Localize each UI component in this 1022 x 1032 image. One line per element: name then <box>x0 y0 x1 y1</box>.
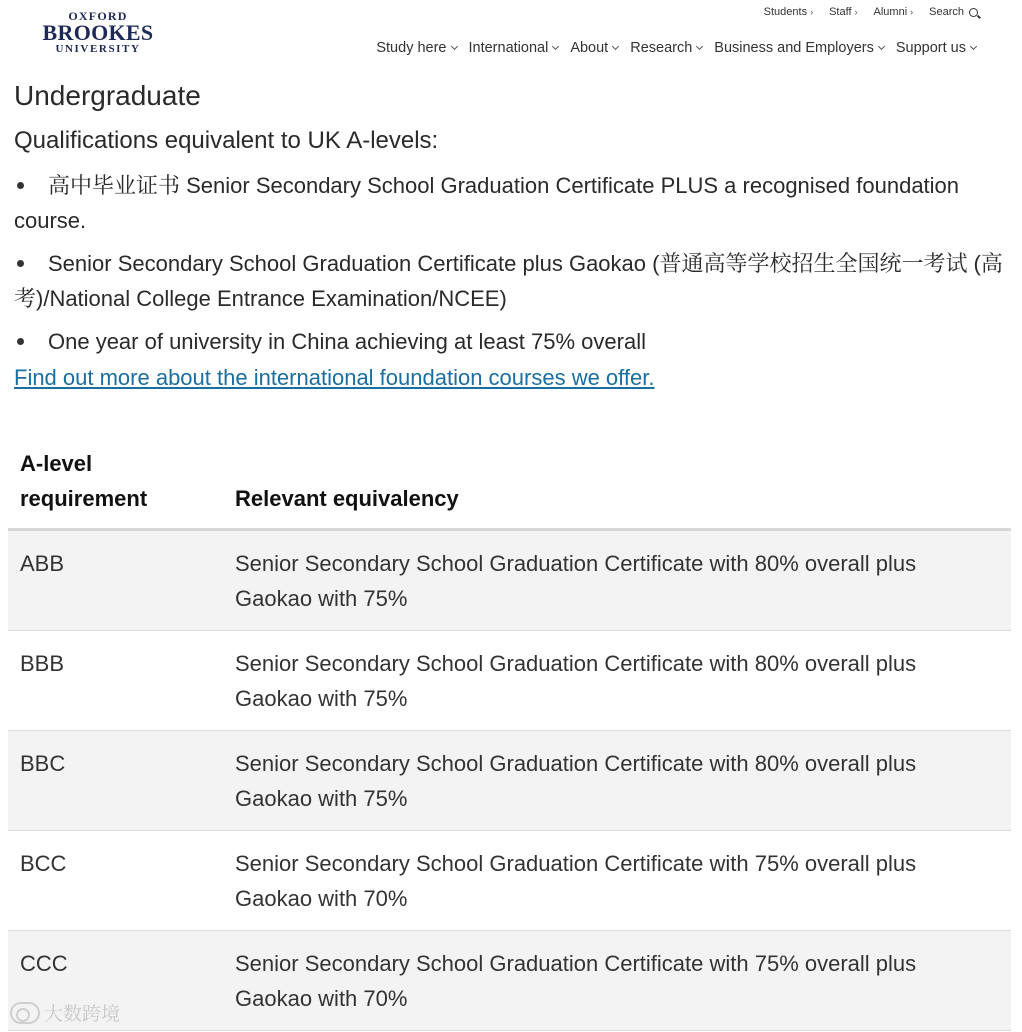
table-row <box>8 631 1011 731</box>
util-link-label: Students <box>763 6 808 18</box>
nav-item-business-and-employers[interactable] <box>714 40 884 56</box>
equivalency-cell: Senior Secondary School Graduation Certificate with 80% overall plus Gaokao with 75% <box>223 530 1011 631</box>
util-link-search[interactable] <box>929 6 978 18</box>
chevron-down-icon <box>612 42 619 49</box>
watermark-text: 大数跨境 <box>44 1004 121 1025</box>
equivalency-cell: Senior Secondary School Graduation Certificate with 80% overall plus Gaokao with 75% <box>223 731 1011 831</box>
chevron-down-icon <box>552 42 559 49</box>
chevron-down-icon <box>696 42 703 49</box>
nav-item-label: Study here <box>376 40 447 56</box>
table-row <box>8 831 1011 931</box>
equivalency-cell: Senior Secondary School Graduation Certificate with 75% overall plus Gaokao with 70% <box>223 831 1011 931</box>
qualification-text: 高中毕业证书 Senior Secondary School Graduation Certificate PLUS a recognised foundation course. <box>14 173 960 233</box>
logo-line-oxford: OXFORD <box>68 9 128 23</box>
util-link-label: Staff <box>829 6 852 18</box>
logo-line-university: UNIVERSITY <box>55 43 141 55</box>
qualification-text: One year of university in China achieving at least 75% overall <box>48 329 646 354</box>
chevron-right-icon: › <box>910 7 914 17</box>
list-item <box>14 168 1012 238</box>
watermark <box>10 999 120 1026</box>
util-link-alumni[interactable] <box>874 6 914 18</box>
bullet-icon <box>17 260 24 267</box>
column-header-equivalency: Relevant equivalency <box>223 440 1011 530</box>
table-row <box>8 931 1011 1031</box>
page-title: Undergraduate <box>14 80 201 111</box>
chevron-down-icon <box>970 42 977 49</box>
logo-line-brookes: BROOKES <box>42 20 154 45</box>
main-nav <box>376 40 976 56</box>
chevron-right-icon: › <box>810 7 814 17</box>
watermark-logo-icon <box>10 1002 40 1024</box>
chevron-right-icon: › <box>854 7 858 17</box>
nav-item-study-here[interactable] <box>376 40 456 56</box>
nav-item-about[interactable] <box>570 40 618 56</box>
qualifications-list <box>14 168 1012 359</box>
bullet-icon <box>17 182 24 189</box>
nav-item-label: Research <box>630 40 693 56</box>
equivalency-cell: Senior Secondary School Graduation Certificate with 80% overall plus Gaokao with 75% <box>223 631 1011 731</box>
nav-item-research[interactable] <box>630 40 702 56</box>
list-item <box>14 246 1012 316</box>
university-logo[interactable] <box>40 10 156 55</box>
util-link-students[interactable] <box>764 6 813 18</box>
table-row <box>8 530 1011 631</box>
chevron-down-icon <box>878 42 885 49</box>
foundation-courses-link[interactable]: Find out more about the international foundation courses we offer. <box>14 365 655 390</box>
utility-nav <box>764 6 978 18</box>
chevron-down-icon <box>450 42 457 49</box>
util-link-label: Alumni <box>873 6 908 18</box>
alevel-cell: CCC <box>8 931 223 1031</box>
qualification-text: Senior Secondary School Graduation Certificate plus Gaokao (普通高等学校招生全国统一考试 (高考)/National College Entrance Examination/NCEE) <box>14 251 1003 311</box>
equivalency-table <box>8 440 1011 1031</box>
alevel-cell: BBB <box>8 631 223 731</box>
table-row <box>8 731 1011 831</box>
alevel-cell: ABB <box>8 530 223 631</box>
util-link-label: Search <box>929 6 964 18</box>
main-content <box>14 78 1012 391</box>
section-subtitle: Qualifications equivalent to UK A-levels: <box>14 127 439 154</box>
nav-item-label: Business and Employers <box>714 40 874 56</box>
equivalency-cell: Senior Secondary School Graduation Certificate with 75% overall plus Gaokao with 70% <box>223 931 1011 1031</box>
table-header-row <box>8 440 1011 530</box>
nav-item-support-us[interactable] <box>896 40 976 56</box>
alevel-cell: BCC <box>8 831 223 931</box>
util-link-staff[interactable] <box>829 6 857 18</box>
nav-item-label: International <box>468 40 549 56</box>
search-icon <box>969 8 978 17</box>
alevel-cell: BBC <box>8 731 223 831</box>
nav-item-label: Support us <box>895 40 966 56</box>
list-item <box>14 324 1012 359</box>
column-header-alevel: A-level requirement <box>8 440 223 530</box>
nav-item-label: About <box>570 40 609 56</box>
nav-item-international[interactable] <box>469 40 559 56</box>
bullet-icon <box>17 338 24 345</box>
